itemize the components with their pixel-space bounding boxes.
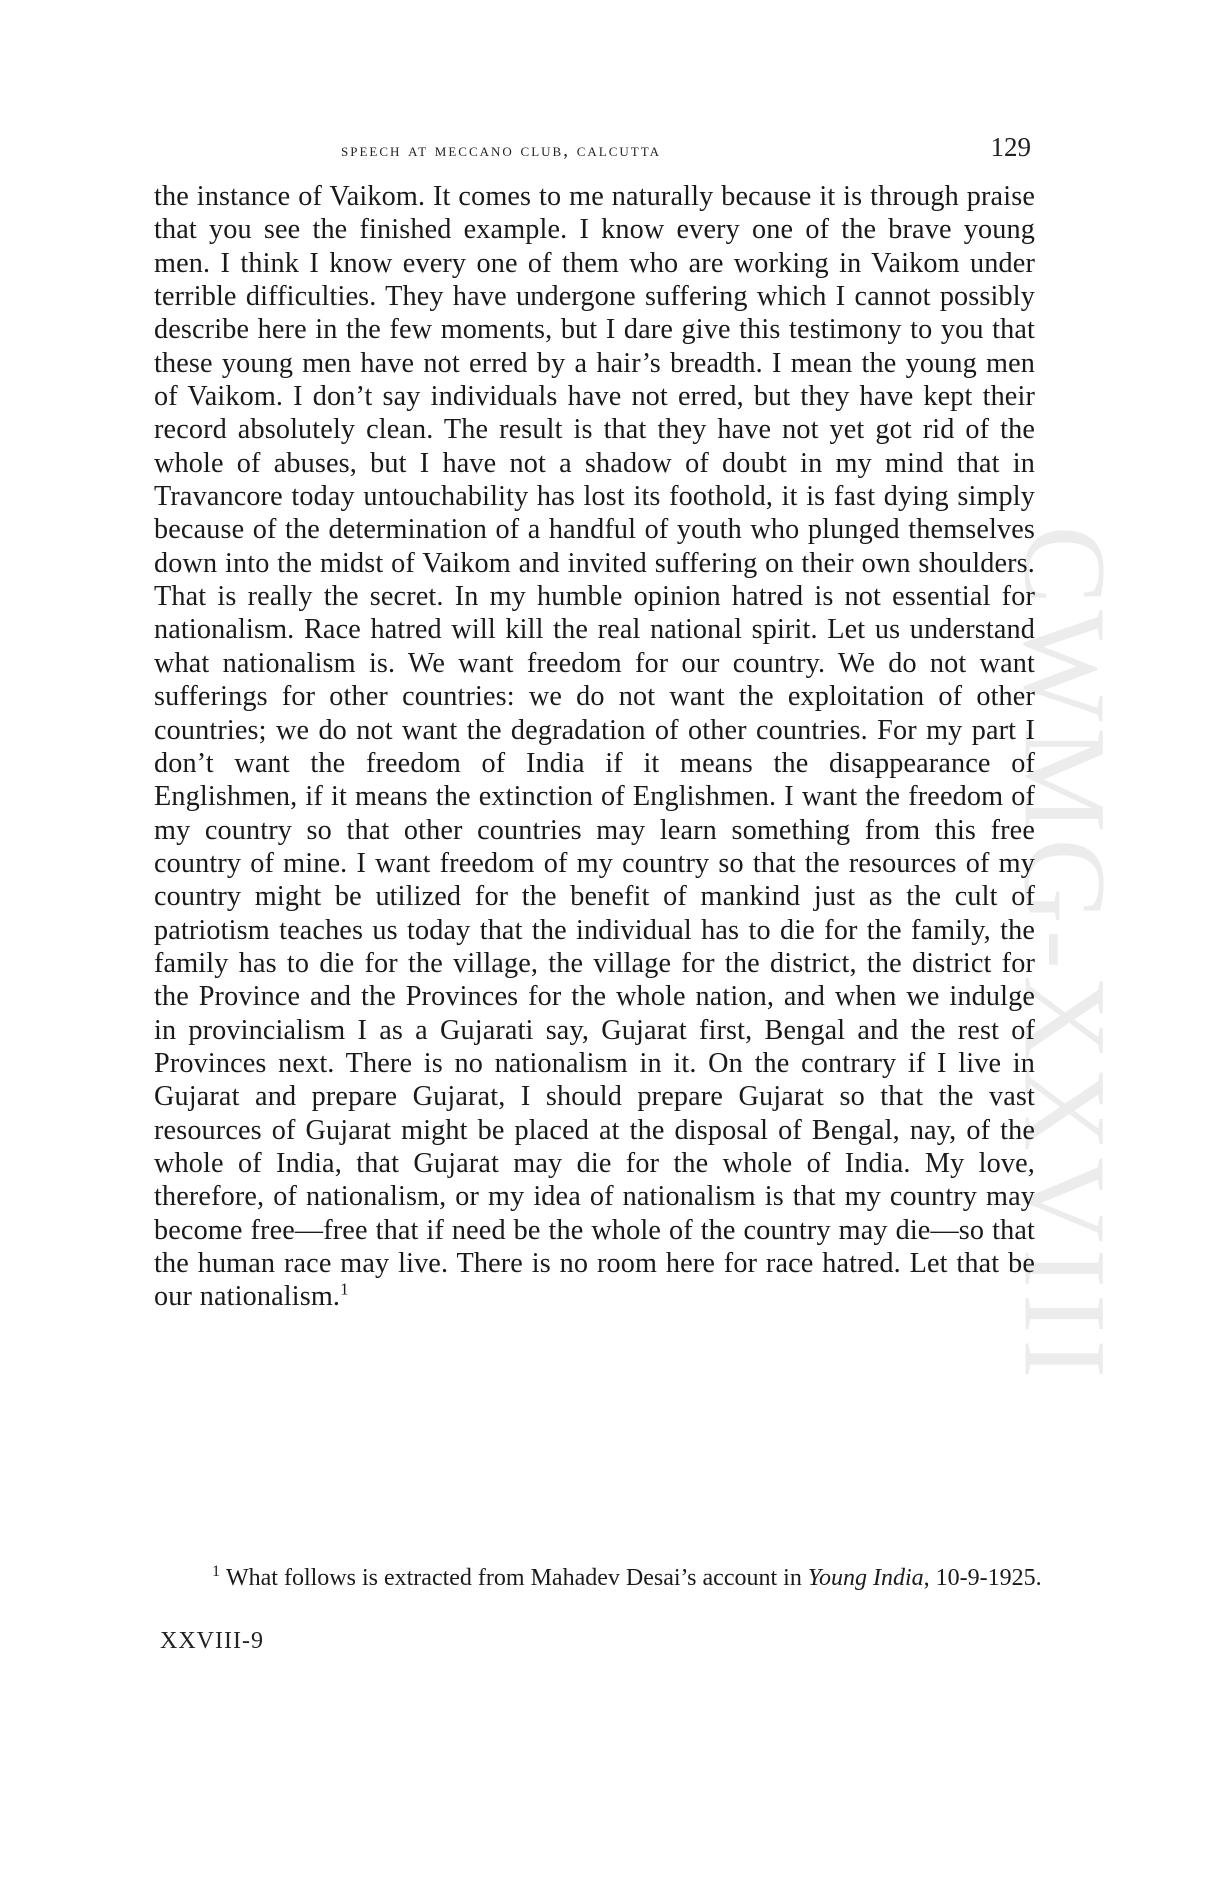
volume-signature: XXVIII-9 (160, 1628, 264, 1654)
footnote-text-before: What follows is extracted from Mahadev Desai’s account in (226, 1565, 808, 1591)
running-head (155, 132, 1035, 172)
page-number: 129 (990, 132, 1031, 162)
footnote-publication: Young India (807, 1565, 924, 1591)
footnote (160, 1563, 1045, 1594)
footnote-reference[interactable]: 1 (340, 1279, 349, 1299)
watermark-text: CWMG-XXVIII (1000, 525, 1132, 1385)
running-title: speech at meccano club, calcutta (341, 140, 662, 161)
body-text: the instance of Vaikom. It comes to me naturally because it is through praise that you see the finished example. I know every one of the brave young men. I think I know every one of them who are working in Vaikom under terrible difficulties. They have undergone suffering which I cannot possibly describe here in the few moments, but I dare give this testimony to you that these young men have not erred by a hair’s breadth. I mean the young men of Vaikom. I don’t say individuals have not erred, but they have kept their record absolutely clean. The result is that they have not yet got rid of the whole of abuses, but I have not a shadow of doubt in my mind that in Travancore today untouchability has lost its foothold, it is fast dying simply because of the determination of a handful of youth who plunged themselves down into the midst of Vaikom and invited suffering on their own shoulders. That is really the secret. In my humble opinion hatred is not essential for nationalism. Race hatred will kill the real national spirit. Let us understand what nationalism is. We want freedom for our country. We do not want sufferings for other countries: we do not want the exploitation of other countries; we do not want the degradation of other countries. For my part I don’t want the freedom of India if it means the disappearance of Englishmen, if it means the extinction of Englishmen. I want the freedom of my country so that other countries may learn something from this free country of mine. I want freedom of my country so that the resources of my country might be utilized for the benefit of mankind just as the cult of patriotism teaches us today that the individual has to die for the family, the family has to die for the village, the village for the district, the district for the Province and the Provinces for the whole nation, and when we indulge in provincialism I as a Gujarati say, Gujarat first, Bengal and the rest of Provinces next. There is no nationalism in it. On the contrary if I live in Gujarat and prepare Gujarat, I should prepare Gujarat so that the vast resources of Gujarat might be placed at the disposal of Bengal, nay, of the whole of India, that Gujarat may die for the whole of India. My love, therefore, of nationalism, or my idea of nationalism is that my country may become free—free that if need be the whole of the country may die—so that the human race may live. There is no room here for race hatred. Let that be our nationalism. (154, 181, 1035, 1313)
body-paragraph (154, 180, 1035, 1314)
footnote-text-after: , 10-9-1925. (923, 1565, 1042, 1591)
footnote-mark: 1 (212, 1563, 220, 1580)
